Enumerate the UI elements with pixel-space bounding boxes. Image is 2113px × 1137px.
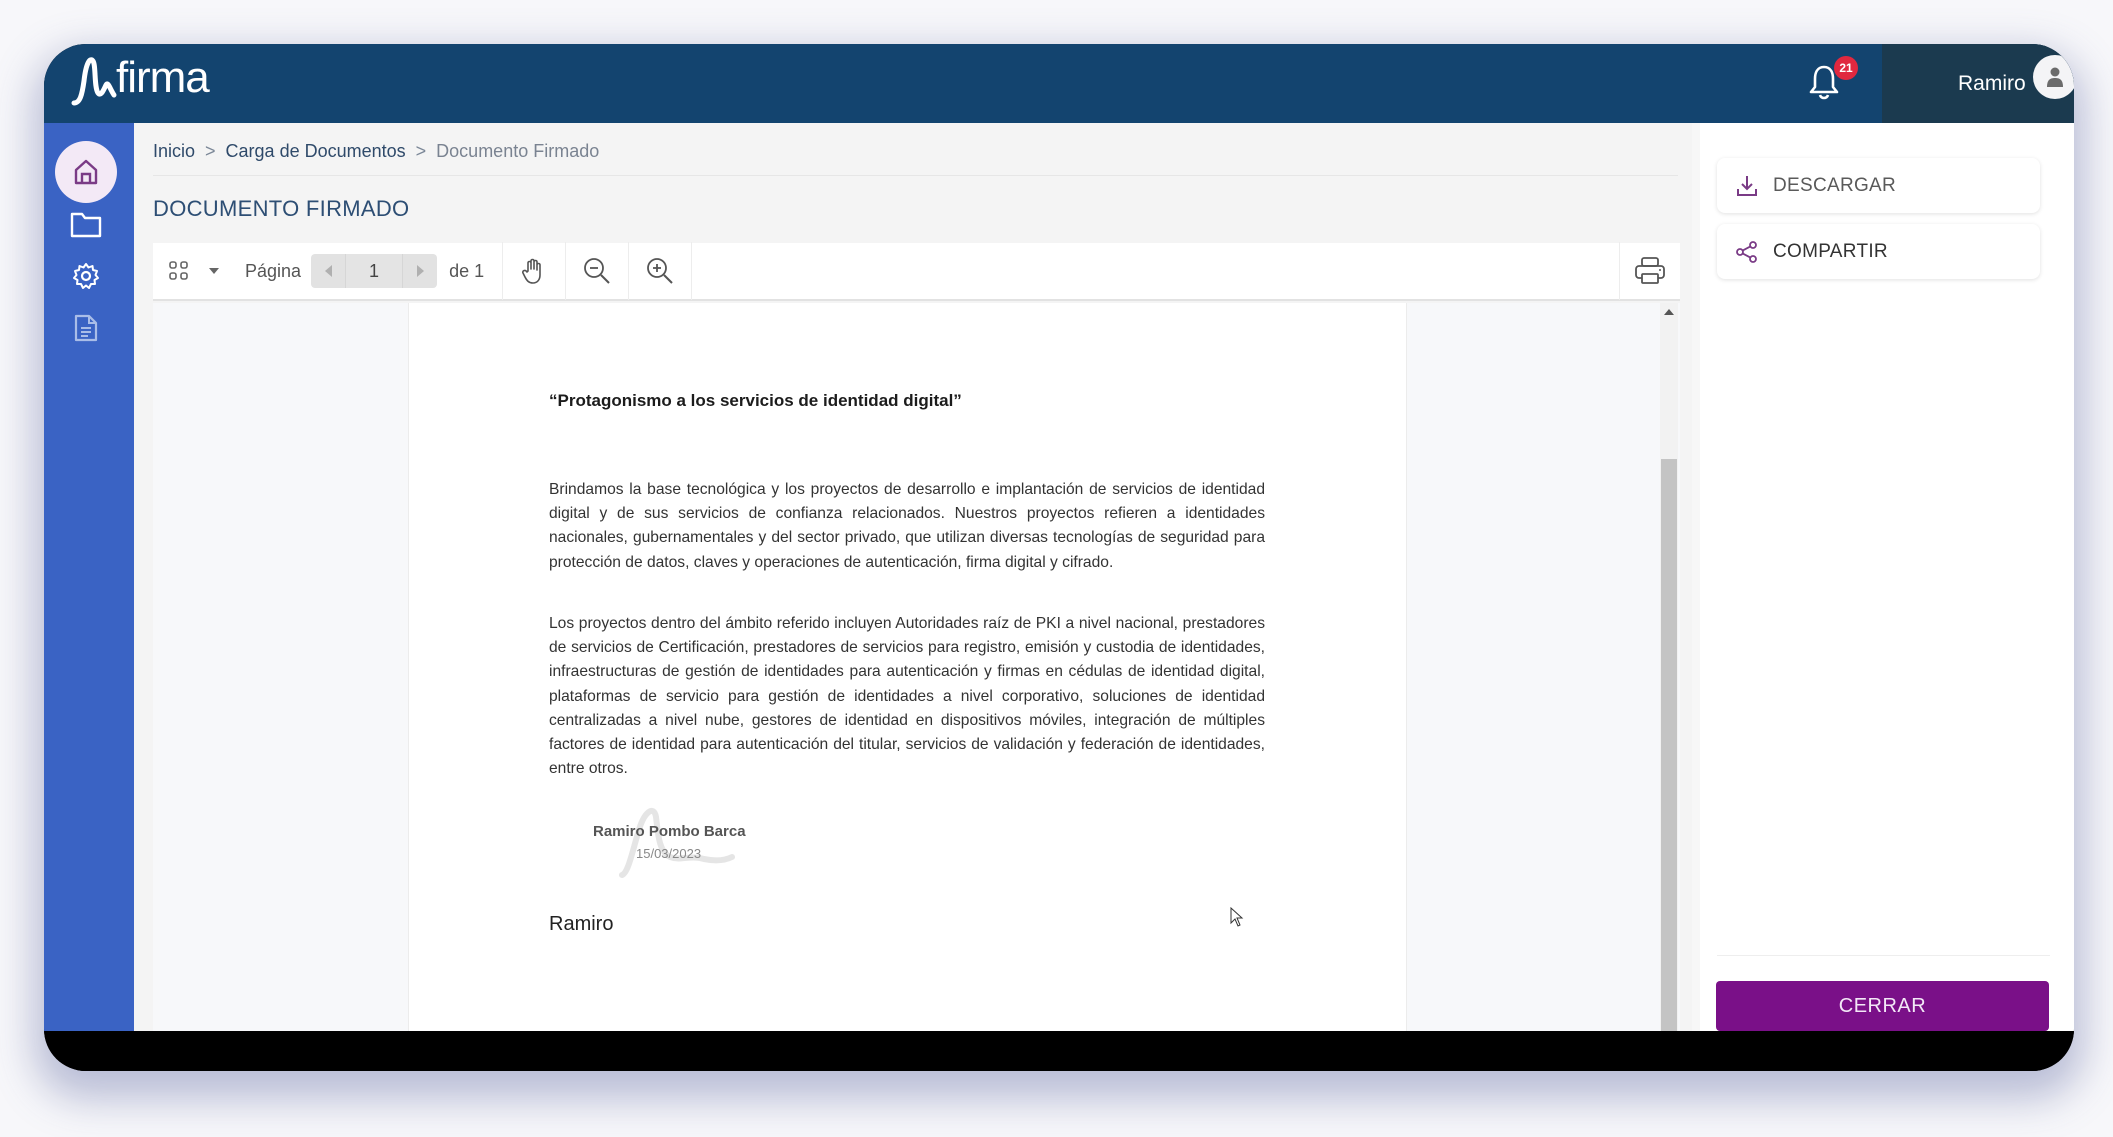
prev-page-button[interactable]	[311, 254, 345, 288]
signature-watermark-icon	[614, 803, 744, 883]
download-label: DESCARGAR	[1773, 174, 1897, 196]
share-label: COMPARTIR	[1773, 240, 1888, 262]
pdf-toolbar	[153, 243, 1680, 301]
sidebar-item-documents[interactable]	[55, 297, 117, 359]
download-icon	[1733, 172, 1761, 200]
user-avatar[interactable]	[2033, 55, 2074, 99]
zoom-in-button[interactable]	[629, 242, 691, 300]
close-button[interactable]: CERRAR	[1716, 981, 2049, 1031]
notification-count-badge: 21	[1834, 56, 1858, 80]
page-count-label: de 1	[449, 260, 485, 281]
signer-name: Ramiro Pombo Barca	[593, 823, 746, 840]
document-icon	[73, 313, 99, 343]
actions-panel	[1692, 123, 2074, 1031]
panel-divider	[1717, 955, 2050, 956]
toolbar-divider	[691, 242, 692, 300]
gear-icon	[71, 261, 101, 291]
prev-page-icon	[325, 265, 332, 277]
top-header	[44, 44, 2074, 123]
sidebar	[44, 123, 134, 1031]
share-icon	[1733, 238, 1761, 266]
hand-pan-icon	[519, 256, 549, 286]
chevron-right-icon: >	[415, 141, 427, 161]
pdf-viewer[interactable]	[153, 303, 1680, 1031]
page-label: Página	[245, 260, 302, 281]
document-page	[408, 303, 1407, 1031]
app-logo[interactable]	[70, 50, 209, 110]
main-content	[134, 123, 1692, 1031]
scrollbar-thumb[interactable]	[1661, 459, 1677, 1031]
breadcrumb-inicio[interactable]: Inicio	[153, 141, 196, 161]
app-window	[44, 44, 2074, 1071]
chevron-right-icon: >	[205, 141, 216, 161]
scroll-up-arrow-icon[interactable]	[1664, 309, 1674, 315]
page-title: DOCUMENTO FIRMADO	[153, 196, 410, 221]
logo-signature-icon	[70, 51, 118, 109]
breadcrumb-divider	[153, 175, 1678, 176]
document-title: “Protagonismo a los servicios de identidad digital”	[549, 391, 962, 410]
zoom-out-icon	[582, 256, 612, 286]
document-paragraph: Brindamos la base tecnológica y los proyectos de desarrollo e implantación de servicios de identidad digital y de sus servicios de confianza relacionados. Nuestros proyectos refieren a identidades nacionales, gubernamentales y del sector privado, que utilizan diversas tecnologías de seguridad para protección de datos, claves y operaciones de autenticación, firma digital y cifrado.	[549, 481, 1265, 571]
view-dropdown-button[interactable]	[203, 242, 225, 300]
user-name: Ramiro	[1958, 71, 2026, 95]
print-icon	[1634, 256, 1666, 286]
share-button[interactable]	[1717, 224, 2040, 279]
bottom-bar	[44, 1031, 2074, 1071]
page-navigator	[311, 254, 437, 288]
caret-down-icon	[209, 268, 219, 274]
zoom-out-button[interactable]	[566, 242, 628, 300]
zoom-in-icon	[645, 256, 675, 286]
thumbnail-view-button[interactable]	[155, 242, 203, 300]
breadcrumb-carga-documentos[interactable]: Carga de Documentos	[225, 141, 406, 161]
next-page-icon	[417, 265, 424, 277]
download-button[interactable]	[1717, 158, 2040, 213]
grid-view-icon	[168, 260, 190, 282]
next-page-button[interactable]	[403, 254, 437, 288]
folder-icon	[69, 209, 103, 239]
document-footer-name: Ramiro	[549, 913, 614, 935]
document-paragraph: Los proyectos dentro del ámbito referido incluyen Autoridades raíz de PKI a nivel nacional, prestadores de servicios de Certificación, prestadores de servicios para registro, emisión y custodia de identidades, infraestructuras de gestión de identidades para autenticación y firmas en cédulas de identidad digital, plataformas de servicio para gestión de identidades a nivel corporativo, soluciones de identidad centralizadas a nivel nube, gestores de identidad en dispositivos móviles, integración de múltiples factores de identidad para autenticación del titular, servicios de validación y federación de identidades, entre otros.	[549, 615, 1265, 778]
breadcrumb	[153, 141, 599, 162]
home-icon	[72, 158, 100, 186]
page-number-input[interactable]	[345, 254, 403, 288]
user-avatar-icon	[2045, 66, 2065, 88]
pan-tool-button[interactable]	[503, 242, 565, 300]
user-menu[interactable]	[1882, 44, 2074, 123]
viewer-scrollbar[interactable]	[1660, 303, 1678, 1031]
breadcrumb-current: Documento Firmado	[436, 141, 600, 161]
print-button[interactable]	[1620, 242, 1680, 300]
logo-text: firma	[116, 53, 209, 102]
mouse-cursor-icon	[1230, 907, 1244, 927]
signature-date: 15/03/2023	[636, 846, 702, 861]
